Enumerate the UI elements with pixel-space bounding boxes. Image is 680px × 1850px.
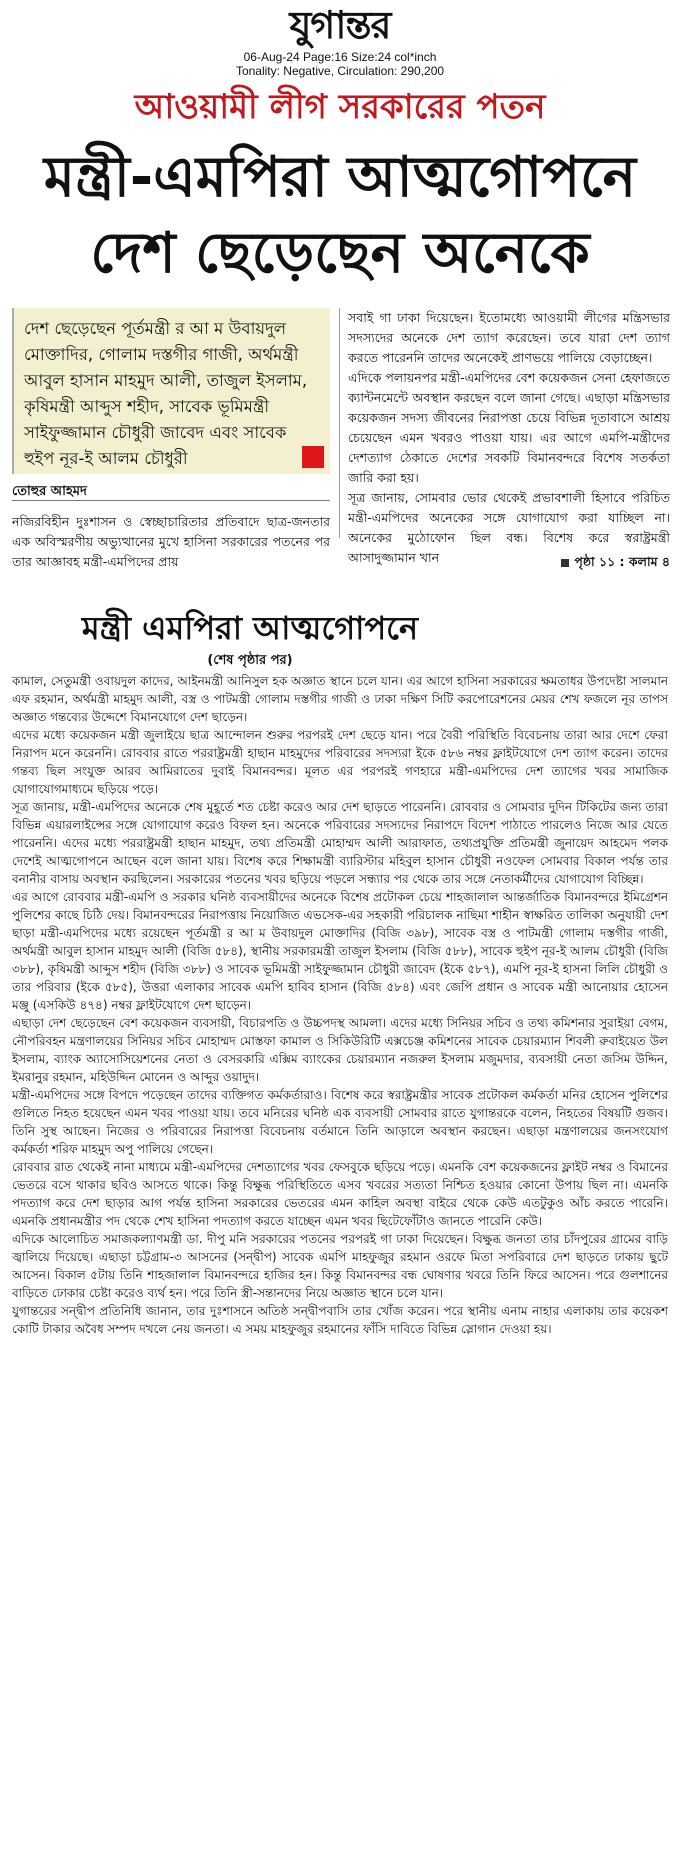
lead-paragraph: সবাই গা ঢাকা দিয়েছেন। ইতোমধ্যে আওয়ামী লীগের মন্ত্রিসভার সদস্যদের অনেকে দেশ ত্যাগ করেছেন। তবে যারা দেশ ত্যাগ করতে পারেননি তাদের অনেকেই প্রাণভয়ে পালিয়ে বেড়াচ্ছেন। [348,310,670,365]
body-paragraph: সূত্র জানায়, মন্ত্রী-এমপিদের অনেকে শেষ মুহূর্তে শত চেষ্টা করেও আর দেশ ছাড়তে পারেননি। রোববার ও সোমবার দুদিন টিকিটের জন্য তারা বিভিন্ন এয়ারলাইন্সের সঙ্গে যোগাযোগ করেও বিফল হন। অনেকে পরিবারের সদস্যদের নিরাপদে বিদেশ পাঠাতে পারলেও নিজে আর যেতে পারেননি। এদের মধ্যে পররাষ্ট্রমন্ত্রী হাছান মাহমুদ, তথ্য প্রতিমন্ত্রী মোহাম্মদ আলী আরাফাত, তথ্যপ্রযুক্তি প্রতিমন্ত্রী জুনায়েদ আহমেদ পলক দেশেই আত্মগোপনে আছেন বলে জানা যায়। বিশেষ করে শিক্ষামন্ত্রী ব্যারিস্টার মহিবুল হাসান চৌধুরী নওফেল সোমবার বিকাল পর্যন্ত তার বনানীর বাসায় অবস্থান করছিলেন। সরকারের পতনের খবর ছড়িয়ে পড়লে সন্ধ্যার পর থেকে তার সঙ্গে নেতাকর্মীদের যোগাযোগ বিচ্ছিন্ন। [12,800,668,886]
newspaper-logo: যুগান্তর [289,2,391,47]
continuation-title: মন্ত্রী এমপিরা আত্মগোপনে [81,609,419,647]
body-paragraph: এর আগে রোববার মন্ত্রী-এমপি ও সরকার ঘনিষ্ঠ ব্যবসায়ীদের অনেকে বিশেষ প্রটোকল চেয়ে শাহজালাল আন্তর্জাতিক বিমানবন্দরে ইমিগ্রেশন পুলিশের কাছে চিঠি দেয়। বিমানবন্দরের নিরাপত্তায় নিয়োজিত এভসেক-এর সহকারী পরিচালক নাছিমা শাহীন স্বাক্ষরিত তালিকা অনুযায়ী দেশ ছাড়া মন্ত্রী-এমপিদের মধ্যে রয়েছেন পূর্তমন্ত্রী র আ ম উবায়দুল মোক্তাদির (বিজি ৩৯৮), সাবেক বস্ত্র ও পাটমন্ত্রী গোলাম দস্তগীর গাজী, অর্থমন্ত্রী আবুল হাসান মাহমুদ আলী (বিজি ৫৮৪), স্থানীয় সরকারমন্ত্রী তাজুল ইসলাম (বিজি ৫৮৮), সাবেক হুইপ নূর-ই আলম চৌধুরী (বিজি ৩৮৮), কৃষিমন্ত্রী আব্দুস শহীদ (বিজি ৩৮৮) ও সাবেক ভূমিমন্ত্রী সাইফুজ্জামান চৌধুরী জাবেদ (ইকে ৫৮৭), এমপি নূর-ই হাসনা লিলি চৌধুরী ও তার পরিবার (ইকে ৫৮৫), উত্তরা এলাকার সাবেক এমপি হাবিব হাসান (বিজি ৫৮৪) এবং জেপি প্রধান ও সাবেক মন্ত্রী আনোয়ার হোসেন মঞ্জু (এসকিউ ৪৭৪) নম্বর ফ্লাইটযোগে দেশ ছাড়েন। [12,890,668,1012]
jump-reference [520,553,670,571]
lead-column-right [348,308,670,568]
body-paragraph: এছাড়া দেশ ছেড়েছেন বেশ কয়েকজন ব্যবসায়ী, বিচারপতি ও উচ্চপদস্থ আমলা। এদের মধ্যে সিনিয়র সচিব ও তথ্য কমিশনার সুরাইয়া বেগম, নৌপরিবহন মন্ত্রণালয়ের সিনিয়র সচিব মোহাম্মদ মোস্তফা কামাল ও সিকিউরিটি এক্সচেঞ্জ কমিশনের সাবেক চেয়ারম্যান শিবলী রুবাইয়েত উল ইসলাম, ব্যাংক অ্যাসোসিয়েশনের নেতা ও বেসরকারি এক্সিম ব্যাংকের চেয়ারম্যান নজরুল ইসলাম মজুমদার, ব্যবসায়ী নেতা জসিম উদ্দিন, ইমরানুর রহমান, মহিউদ্দিন মোনেন ও আব্দুর ওয়াদুদ। [12,1016,668,1084]
body-paragraph: যুগান্তরের সন্দ্বীপ প্রতিনিধি জানান, তার দুঃশাসনে অতিষ্ঠ সন্দ্বীপবাসি তার খোঁজ করেন। পরে স্থানীয় এনাম নাহার এলাকায় তার কয়েকশ কোটি টাকার অবৈধ সম্পদ দখলে নেয় জনতা। এ সময় মাহফুজুর রহমানের ফাঁসি দাবিতে বিভিন্ন স্লোগান দেওয়া হয়। [12,1304,668,1336]
lead-paragraph: সূত্র জানায়, সোমবার ভোর থেকেই প্রভাবশালী হিসাবে পরিচিত মন্ত্রী-এমপিদের অনেকের সঙ্গে যোগাযোগ করা যাচ্ছিল না। অনেকের মুঠোফোন ছিল বন্ধ। বিশেষ করে স্বরাষ্ট্রমন্ত্রী আসাদুজ্জামান খান [348,490,670,565]
summary-box [12,308,330,474]
body-paragraph: রোববার রাত থেকেই নানা মাধ্যমে মন্ত্রী-এমপিদের দেশত্যাগের খবর ফেসবুকে ছড়িয়ে পড়ে। এমনকি বেশ কয়েকজনের ফ্লাইট নম্বর ও বিমানের ভেতরে বসে থাকার ছবিও আসতে থাকে। কিন্তু বিক্ষুব্ধ পরিস্থিতিতে এসব খবরের সত্যতা নিশ্চিত হওয়ার কোনো উপায় ছিল না। এমনকি পদত্যাগ করে দেশ ছাড়ার আগ পর্যন্ত হাসিনা সরকারের ভেতরের এমন কাহিল অবস্থা বাইরে থেকে কেউ এতটুকুও আঁচ করতে পারেনি। এমনকি প্রধানমন্ত্রীর পদ থেকে শেখ হাসিনা পদত্যাগ করতে যাচ্ছেন এমন খবর ছিটেফোঁটাও জানতে পারেনি কেউ। [12,1160,668,1228]
clipping-meta-tonality: Tonality: Negative, Circulation: 290,200 [235,64,445,78]
headline-line-2: দেশ ছেড়েছেন অনেকে [90,221,590,286]
body-paragraph: এদের মধ্যে কয়েকজন মন্ত্রী জুলাইয়ে ছাত্র আন্দোলন শুরুর পরপরই দেশ ছেড়ে যান। পরে বৈরী পরিস্থিতি বিবেচনায় তারা আর দেশে ফেরা নিরাপদ মনে করেননি। রোববার রাতে পররাষ্ট্রমন্ত্রী হাছান মাহমুদের পরিবারের সদস্যরা ইকে ৫৮৬ নম্বর ফ্লাইটযোগে দেশ ত্যাগ করেন। তাদের গন্তব্য ছিল সংযুক্ত আরব আমিরাতের দুবাই বিমানবন্দর। মূলত এর পরপরই গণহারে মন্ত্রী-এমপিদের দেশ ত্যাগের খবর সামাজিক যোগাযোগমাধ্যমে ছড়িয়ে পড়ে। [12,728,668,796]
body-paragraph: এদিকে আলোচিত সমাজকল্যাণমন্ত্রী ডা. দীপু মনি সরকারের পতনের পরপরই গা ঢাকা দিয়েছেন। বিক্ষুব্ধ জনতা তার চাঁদপুরের গ্রামের বাড়ি জ্বালিয়ে দিয়েছে। এছাড়া চট্টগ্রাম-৩ আসনের (সন্দ্বীপ) সাবেক এমপি মাহফুজুর রহমান ওরফে মিতা সপরিবারে দেশ ছাড়তে ঢাকায় ছুটে আসেন। বিকাল ৫টায় তিনি শাহজালাল বিমানবন্দরে হাজির হন। কিন্তু বিমানবন্দর বন্ধ ঘোষণার খবরে তিনি ফিরে আসেন। পরে গুলশানের বাড়িতে ঢোকার চেষ্টা করেও ব্যর্থ হন। পরে তিনি স্ত্রী-সন্তানদের নিয়ে অজ্ঞাত স্থানে চলে যান। [12,1232,668,1300]
lead-column-left [12,512,330,572]
article-kicker: আওয়ামী লীগ সরকারের পতন [134,87,546,127]
clipping-meta-date-size: 06-Aug-24 Page:16 Size:24 col*inch [243,50,437,64]
summary-text: দেশ ছেড়েছেন পূর্তমন্ত্রী র আ ম উবায়দুল মোক্তাদির, গোলাম দস্তগীর গাজী, অর্থমন্ত্রী আবুল হাসান মাহমুদ আলী, তাজুল ইসলাম, কৃষিমন্ত্রী আব্দুস শহীদ, সাবেক ভূমিমন্ত্রী সাইফুজ্জামান চৌধুরী জাবেদ এবং সাবেক হুইপ নূর-ই আলম চৌধুরী [24,319,308,468]
byline: তোহুর আহমদ [12,484,87,499]
continuation-subtitle: (শেষ পৃষ্ঠার পর) [207,653,293,668]
lead-paragraph: এদিকে পলায়নপর মন্ত্রী-এমপিদের বেশ কয়েকজন সেনা হেফাজতে ক্যান্টনমেন্টে অবস্থান করছেন বলে জানা গেছে। এছাড়া মন্ত্রিসভার কয়েকজন সদস্য জীবনের নিরাপত্তা চেয়ে বিভিন্ন দূতাবাসে আশ্রয় চেয়েছেন এমন খবরও পাওয়া যায়। এর আগে এমপি-মন্ত্রীদের দেশত্যাগ ঠেকাতে দেশের সবকটি বিমানবন্দরে বিশেষ সতর্কতা জারি করা হয়। [348,370,670,485]
byline-divider [12,500,330,501]
headline-line-1: মন্ত্রী-এমপিরা আত্মগোপনে [43,145,637,210]
body-paragraph: মন্ত্রী-এমপিদের সঙ্গে বিপদে পড়েছেন তাদের ব্যক্তিগত কর্মকর্তারাও। বিশেষ করে স্বরাষ্ট্রমন্ত্রীর সাবেক প্রটোকল কর্মকর্তা মনির হোসেন পুলিশের গুলিতে নিহত হয়েছেন এমন খবর পাওয়া যায়। তবে মনিরের ঘনিষ্ঠ এক ব্যবসায়ী সোমবার রাতে যুগান্তরকে বলেন, নিহতের বিষয়টি গুজব। তিনি সুস্থ আছেন। নিজের ও পরিবারের নিরাপত্তা বিবেচনায় বর্তমানে তিনি আড়ালে অবস্থান করছেন। এছাড়া মন্ত্রণালয়ের জনসংযোগ কর্মকর্তা শরিফ মাহমুদ অপু পালিয়ে গেছেন। [12,1088,668,1156]
lead-paragraph: নজিরবিহীন দুঃশাসন ও স্বেচ্ছাচারিতার প্রতিবাদে ছাত্র-জনতার এক অবিস্মরণীয় অভ্যুত্থানের মুখে হাসিনা সরকারের পতনের পর তার আজ্ঞাবহ মন্ত্রী-এমপিদের প্রায় [12,514,330,569]
jump-label: পৃষ্ঠা ১১ : কলাম ৪ [574,554,670,569]
body-paragraph: কামাল, সেতুমন্ত্রী ওবায়দুল কাদের, আইনমন্ত্রী আনিসুল হক অজ্ঞাত স্থানে চলে যান। এর আগে হাসিনা সরকারের ক্ষমতাধর উপদেষ্টা সালমান এফ রহমান, অর্থমন্ত্রী মাহমুদ আলী, বস্ত্র ও পাটমন্ত্রী গোলাম দস্তগীর গাজী ও ঢাকা দক্ষিণ সিটি করপোরেশনের মেয়র শেখ ফজলে নূর তাপস অজ্ঞাত গন্তব্যের উদ্দেশে বিমানযোগে দেশ ছাড়েন। [12,674,668,724]
column-divider [339,308,340,538]
square-bullet-icon [561,559,569,567]
continuation-body [12,672,668,1338]
red-square-marker [302,446,324,468]
